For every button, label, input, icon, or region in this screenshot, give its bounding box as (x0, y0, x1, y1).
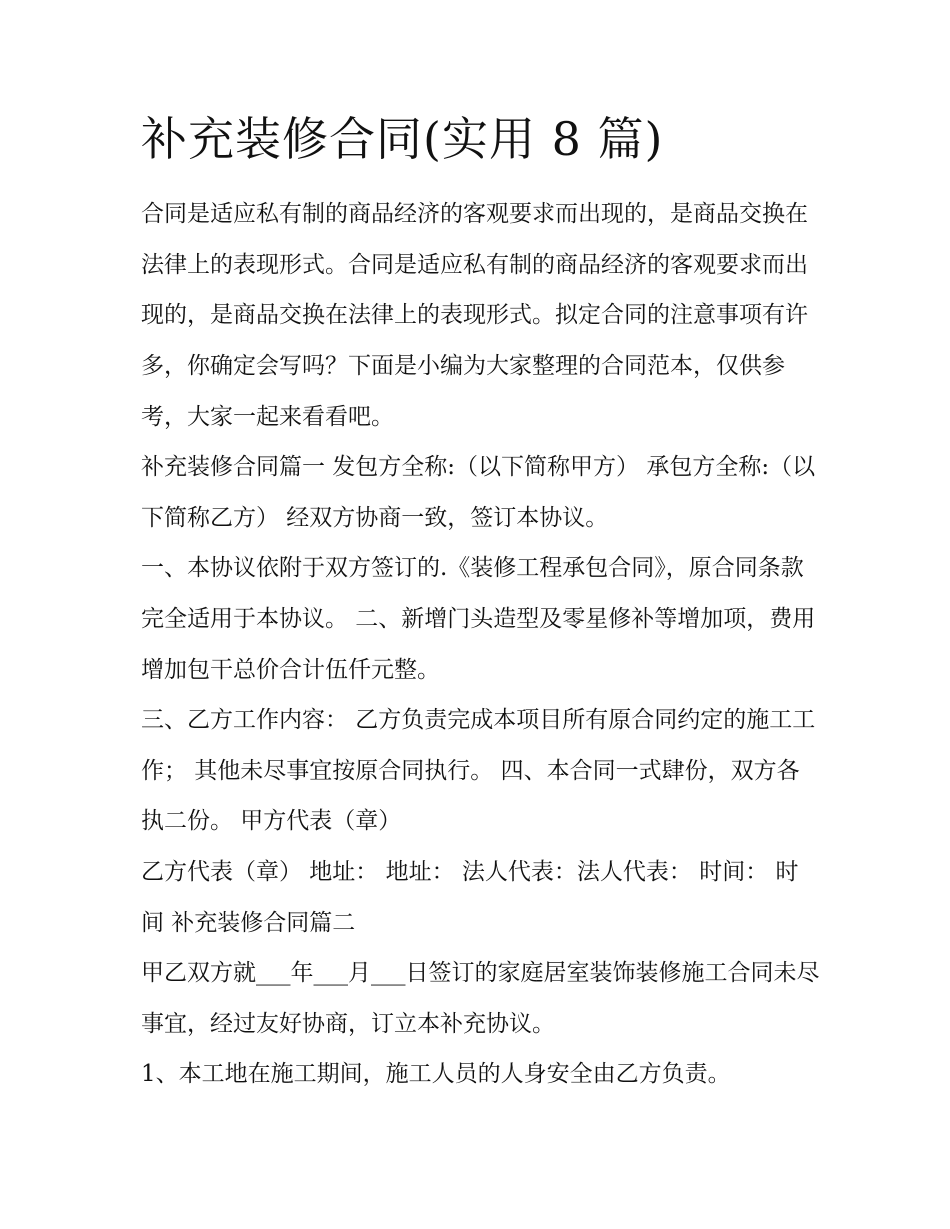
paragraph-clause-1-2: 一、本协议依附于双方签订的.《装修工程承包合同》，原合同条款完全适用于本协议。 二、新增门头造型及零星修补等增加项，费用增加包干总价合计伍仟元整。 (141, 555, 816, 683)
paragraph-parties: 补充装修合同篇一 发包方全称:（以下简称甲方） 承包方全称:（以下简称乙方） 经双方协商一致，签订本协议。 (141, 454, 816, 531)
paragraph-signatures: 乙方代表（章） 地址： 地址： 法人代表：法人代表： 时间： 时间 补充装修合同篇二 (141, 858, 799, 936)
paragraph-item-1: 1、本工地在施工期间，施工人员的人身安全由乙方负责。 (141, 1061, 731, 1088)
document-page (141, 112, 821, 1100)
paragraph-contract-two-intro: 甲乙双方就___年___月___日签订的家庭居室装饰装修施工合同未尽事宜，经过友好协商，订立本补充协议。 (141, 960, 820, 1037)
paragraph-intro: 合同是适应私有制的商品经济的客观要求而出现的，是商品交换在法律上的表现形式。合同是适应私有制的商品经济的客观要求而出现的，是商品交换在法律上的表现形式。拟定合同的注意事项有许多，你确定会写吗？下面是小编为大家整理的合同范本，仅供参考，大家一起来看看吧。 (141, 201, 808, 430)
paragraph-clause-3-4: 三、乙方工作内容： 乙方负责完成本项目所有原合同约定的施工工作； 其他未尽事宜按原合同执行。 四、本合同一式肆份，双方各执二份。 甲方代表（章） (141, 707, 816, 835)
document-title: 补充装修合同(实用 8 篇) (141, 112, 664, 166)
